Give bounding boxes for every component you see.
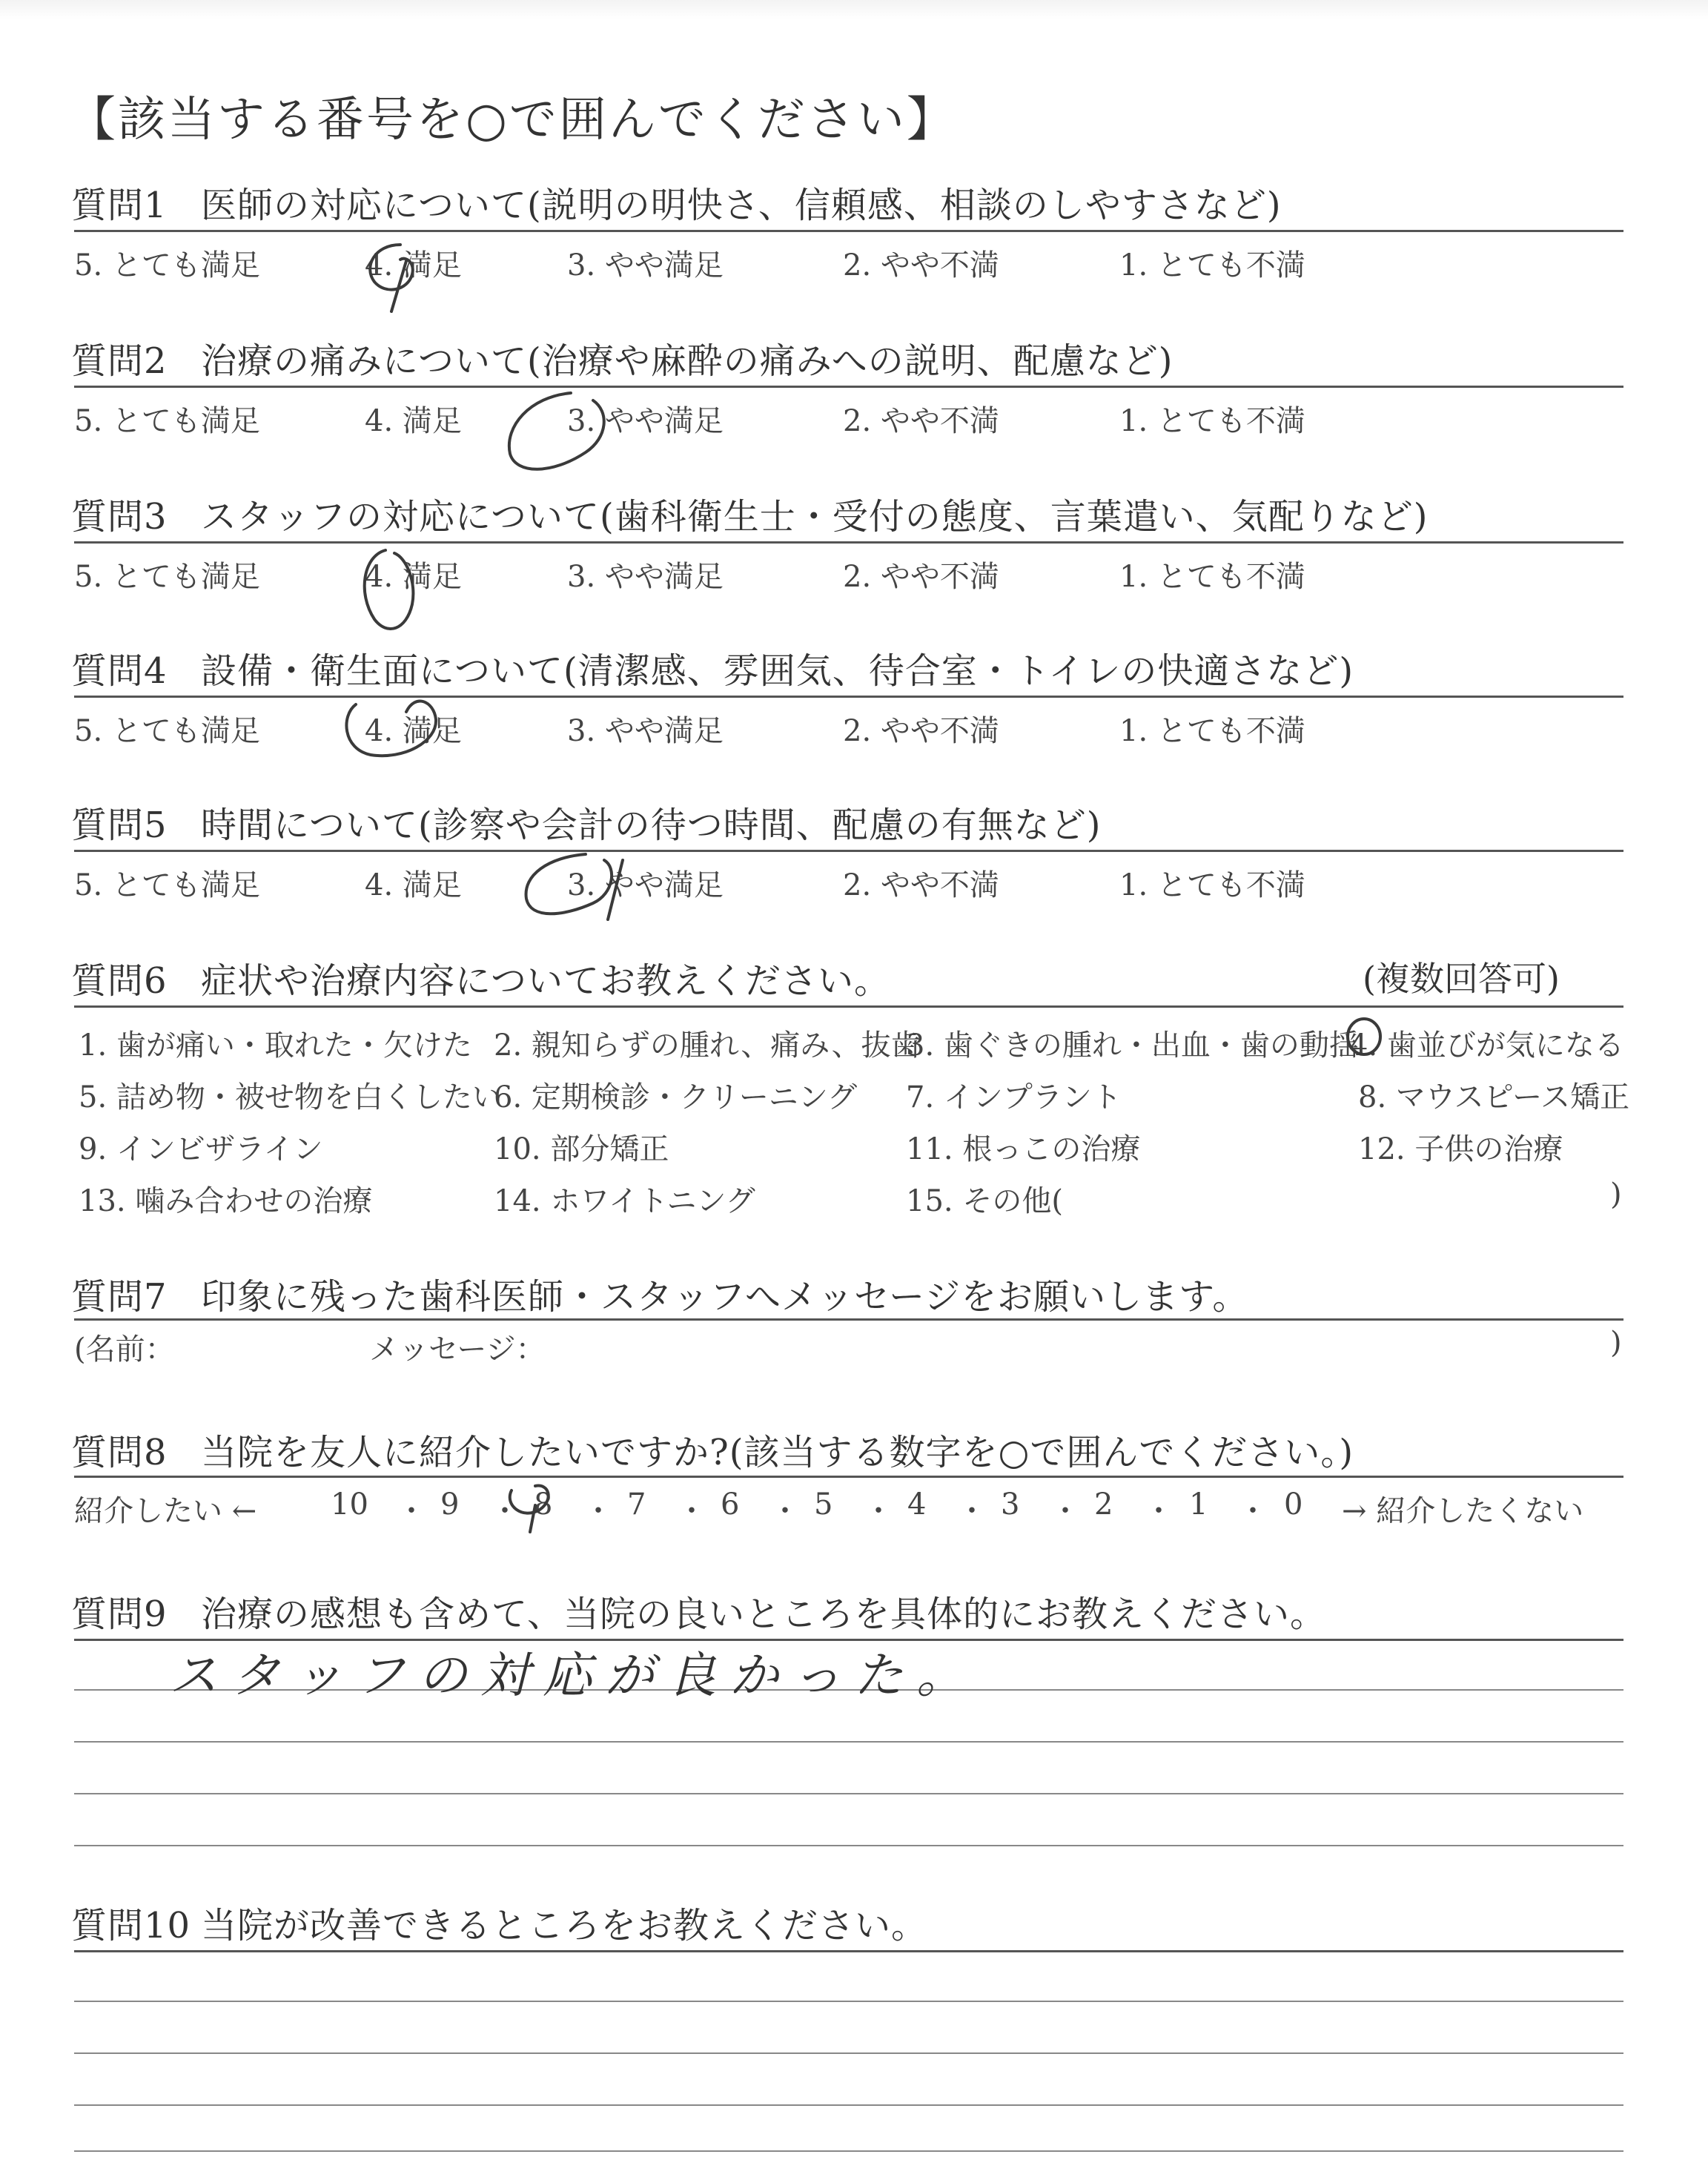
scale-dot: ・ bbox=[490, 1494, 520, 1528]
page-title: 【該当する番号を○で囲んでください】 bbox=[68, 93, 956, 148]
scale-dot: ・ bbox=[957, 1494, 987, 1528]
option-4[interactable]: 4. 満足 bbox=[365, 560, 462, 594]
question-text: 医師の対応について(説明の明快さ、信頼感、相談のしやすさなど) bbox=[201, 185, 1282, 226]
option-2[interactable]: 2. やや不満 bbox=[843, 404, 999, 438]
question-number: 質問2 bbox=[71, 340, 168, 382]
question-number: 質問9 bbox=[71, 1593, 168, 1635]
question-1 bbox=[71, 176, 1282, 228]
scale-dot: ・ bbox=[677, 1494, 706, 1528]
symptom-option[interactable]: 6. 定期検診・クリーニング bbox=[494, 1080, 858, 1114]
option-5[interactable]: 5. とても満足 bbox=[74, 714, 260, 748]
symptom-option[interactable]: 5. 詰め物・被せ物を白くしたい bbox=[79, 1080, 502, 1114]
option-1[interactable]: 1. とても不満 bbox=[1119, 868, 1305, 902]
option-1[interactable]: 1. とても不満 bbox=[1119, 560, 1305, 594]
question-9 bbox=[71, 1585, 1326, 1636]
symptom-option[interactable]: 3. 歯ぐきの腫れ・出血・歯の動揺 bbox=[906, 1028, 1359, 1063]
option-5[interactable]: 5. とても満足 bbox=[74, 560, 260, 594]
option-2[interactable]: 2. やや不満 bbox=[843, 714, 999, 748]
option-3[interactable]: 3. やや満足 bbox=[567, 868, 724, 902]
answer-line bbox=[74, 2001, 1623, 2002]
scale-value[interactable]: 5 bbox=[814, 1487, 833, 1522]
other-close-paren: ) bbox=[1610, 1178, 1622, 1212]
scale-dot: ・ bbox=[1050, 1494, 1080, 1528]
option-4[interactable]: 4. 満足 bbox=[365, 714, 462, 748]
scale-left-label: 紹介したい ← bbox=[74, 1494, 257, 1528]
answer-line bbox=[74, 1741, 1623, 1743]
answer-line bbox=[74, 2052, 1623, 2054]
scale-dot: ・ bbox=[1238, 1494, 1268, 1528]
scale-value[interactable]: 9 bbox=[440, 1487, 460, 1522]
symptom-option[interactable]: 8. マウスピース矯正 bbox=[1358, 1080, 1630, 1114]
scale-right-label: → 紹介したくない bbox=[1342, 1494, 1584, 1528]
divider bbox=[74, 386, 1623, 388]
symptom-option[interactable]: 14. ホワイトニング bbox=[494, 1184, 755, 1218]
question-8 bbox=[71, 1424, 1354, 1475]
answer-line bbox=[74, 1793, 1623, 1794]
question-7 bbox=[71, 1268, 1248, 1319]
message-label: メッセージ： bbox=[369, 1332, 546, 1367]
divider bbox=[74, 1476, 1623, 1478]
question-number: 質問8 bbox=[71, 1432, 168, 1473]
option-2[interactable]: 2. やや不満 bbox=[843, 868, 999, 902]
question-text: 当院を友人に紹介したいですか?(該当する数字を○で囲んでください。) bbox=[201, 1432, 1354, 1473]
question-number: 質問4 bbox=[71, 650, 168, 692]
divider bbox=[74, 850, 1623, 852]
answer-line bbox=[74, 2104, 1623, 2106]
question-3 bbox=[71, 488, 1429, 539]
question-2 bbox=[71, 332, 1174, 383]
question-text: 当院が改善できるところをお教えください。 bbox=[201, 1905, 928, 1946]
question-10 bbox=[71, 1897, 927, 1948]
scale-value[interactable]: 0 bbox=[1284, 1487, 1303, 1522]
scale-value[interactable]: 2 bbox=[1094, 1487, 1113, 1522]
option-4[interactable]: 4. 満足 bbox=[365, 868, 462, 902]
answer-line bbox=[74, 2150, 1623, 2152]
question-number: 質問6 bbox=[71, 960, 168, 1002]
option-5[interactable]: 5. とても満足 bbox=[74, 404, 260, 438]
symptom-option[interactable]: 10. 部分矯正 bbox=[494, 1132, 669, 1166]
scale-value[interactable]: 1 bbox=[1189, 1487, 1208, 1522]
answer-line bbox=[74, 1845, 1623, 1846]
option-1[interactable]: 1. とても不満 bbox=[1119, 404, 1305, 438]
scale-dot: ・ bbox=[583, 1494, 613, 1528]
scale-dot: ・ bbox=[770, 1494, 800, 1528]
question-text: 治療の痛みについて(治療や麻酔の痛みへの説明、配慮など) bbox=[201, 340, 1174, 382]
question-text: 症状や治療内容についてお教えください。 bbox=[201, 960, 891, 1002]
scale-value[interactable]: 6 bbox=[721, 1487, 740, 1522]
option-5[interactable]: 5. とても満足 bbox=[74, 248, 260, 283]
divider bbox=[74, 230, 1623, 232]
option-2[interactable]: 2. やや不満 bbox=[843, 248, 999, 283]
handwritten-answer[interactable]: スタッフの対応が良かった。 bbox=[169, 1647, 979, 1704]
option-1[interactable]: 1. とても不満 bbox=[1119, 714, 1305, 748]
divider bbox=[74, 1005, 1623, 1008]
question-text: 時間について(診察や会計の待つ時間、配慮の有無など) bbox=[201, 805, 1102, 846]
symptom-option[interactable]: 11. 根っこの治療 bbox=[906, 1132, 1141, 1166]
message-close-paren: ) bbox=[1610, 1326, 1622, 1360]
option-3[interactable]: 3. やや満足 bbox=[567, 248, 724, 283]
scale-value[interactable]: 10 bbox=[331, 1487, 368, 1522]
question-number: 質問5 bbox=[71, 805, 168, 846]
question-number: 質問10 bbox=[71, 1905, 191, 1946]
scale-dot: ・ bbox=[1144, 1494, 1174, 1528]
question-text: 設備・衛生面について(清潔感、雰囲気、待合室・トイレの快適さなど) bbox=[201, 650, 1354, 692]
name-label: (名前： bbox=[74, 1332, 175, 1367]
option-5[interactable]: 5. とても満足 bbox=[74, 868, 260, 902]
option-3[interactable]: 3. やや満足 bbox=[567, 714, 724, 748]
symptom-option[interactable]: 15. その他( bbox=[906, 1184, 1063, 1218]
option-2[interactable]: 2. やや不満 bbox=[843, 560, 999, 594]
question-5 bbox=[71, 796, 1102, 848]
question-number: 質問3 bbox=[71, 496, 168, 538]
question-text: 印象に残った歯科医師・スタッフへメッセージをお願いします。 bbox=[201, 1276, 1249, 1318]
multiple-answer-note: (複数回答可) bbox=[1363, 959, 1560, 999]
option-4[interactable]: 4. 満足 bbox=[365, 404, 462, 438]
symptom-option[interactable]: 12. 子供の治療 bbox=[1358, 1132, 1563, 1166]
scale-value[interactable]: 8 bbox=[534, 1487, 553, 1522]
question-number: 質問7 bbox=[71, 1276, 168, 1318]
option-1[interactable]: 1. とても不満 bbox=[1119, 248, 1305, 283]
divider bbox=[74, 541, 1623, 544]
question-4 bbox=[71, 642, 1354, 693]
scan-top-edge bbox=[0, 0, 1708, 19]
symptom-option[interactable]: 4. 歯並びが気になる bbox=[1349, 1028, 1624, 1063]
scale-dot: ・ bbox=[864, 1494, 893, 1528]
scale-value[interactable]: 7 bbox=[627, 1487, 646, 1522]
scale-value[interactable]: 4 bbox=[907, 1487, 927, 1522]
symptom-option[interactable]: 2. 親知らずの腫れ、痛み、抜歯 bbox=[494, 1028, 921, 1063]
scale-value[interactable]: 3 bbox=[1001, 1487, 1020, 1522]
question-text: 治療の感想も含めて、当院の良いところを具体的にお教えください。 bbox=[201, 1593, 1327, 1635]
scale-dot: ・ bbox=[397, 1494, 426, 1528]
symptom-option[interactable]: 7. インプラント bbox=[906, 1080, 1122, 1114]
symptom-option[interactable]: 9. インビザライン bbox=[79, 1132, 323, 1166]
divider bbox=[74, 696, 1623, 698]
symptom-option[interactable]: 13. 噛み合わせの治療 bbox=[79, 1184, 373, 1218]
question-number: 質問1 bbox=[71, 185, 168, 226]
question-text: スタッフの対応について(歯科衛生士・受付の態度、言葉遣い、気配りなど) bbox=[201, 496, 1429, 538]
option-3[interactable]: 3. やや満足 bbox=[567, 560, 724, 594]
divider bbox=[74, 1950, 1623, 1952]
option-4[interactable]: 4. 満足 bbox=[365, 248, 462, 283]
symptom-option[interactable]: 1. 歯が痛い・取れた・欠けた bbox=[79, 1028, 472, 1063]
option-3[interactable]: 3. やや満足 bbox=[567, 404, 724, 438]
question-6 bbox=[71, 952, 890, 1003]
divider bbox=[74, 1318, 1623, 1321]
